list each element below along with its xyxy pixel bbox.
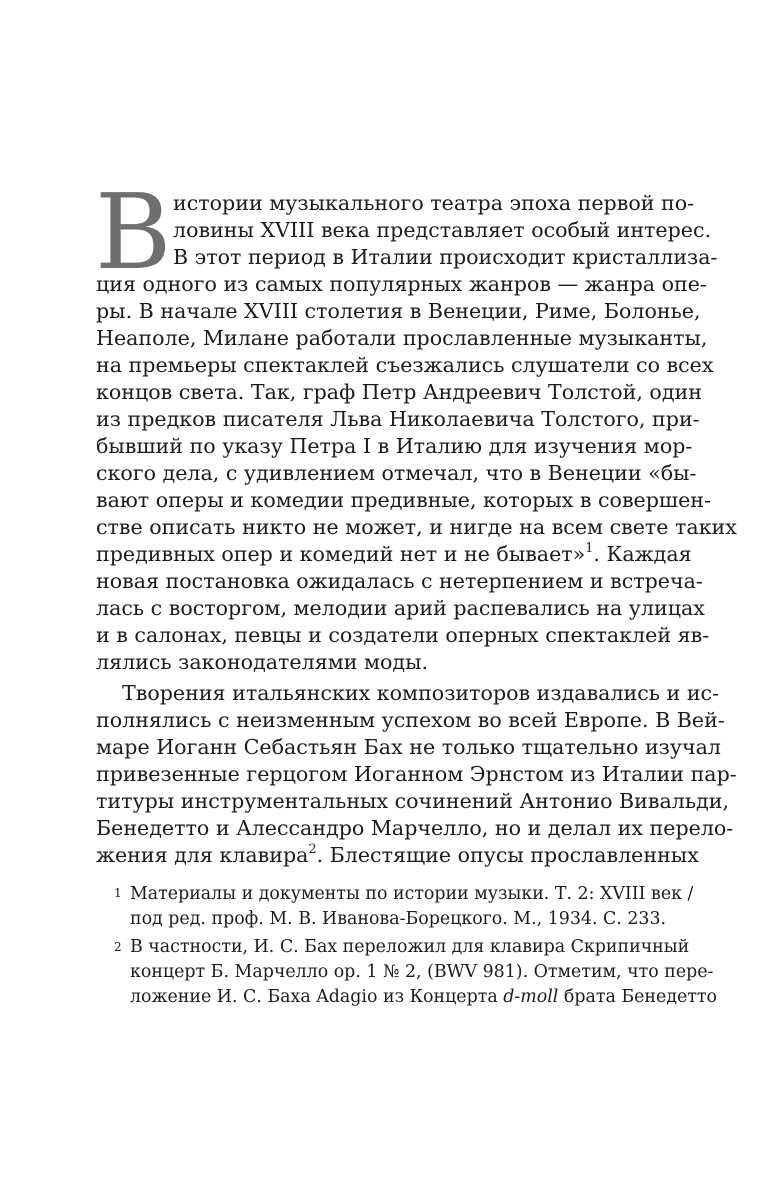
- text-line: вают оперы и комедии предивные, которых в совершен-: [96, 488, 711, 512]
- text-line: В этот период в Италии происходит кристаллиза-: [173, 245, 718, 269]
- footnote-line: Материалы и документы по истории музыки. Т. 2: XVIII век /: [130, 884, 694, 904]
- text-line: маре Иоганн Себастьян Бах не только тщательно изучал: [96, 735, 722, 759]
- text-line: бывший по указу Петра I в Италию для изучения мор-: [96, 434, 693, 458]
- text-line-segment: жения для клавира: [96, 843, 309, 867]
- footnote-segment: брата Бенедетто: [563, 987, 718, 1007]
- text-line: из предков писателя Льва Николаевича Толстого, при-: [96, 407, 700, 431]
- text-line: Бенедетто и Алессандро Марчелло, но и делал их перело-: [96, 816, 734, 840]
- footnote-key-italic: d-moll: [503, 987, 559, 1007]
- text-line: привезенные герцогом Иоганном Эрнстом из Италии пар-: [96, 762, 737, 786]
- text-line: ского дела, с удивлением отмечал, что в Венеции «бы-: [96, 461, 697, 485]
- footnote-line: концерт Б. Марчелло ор. 1 № 2, (BWV 981). Отметим, что пере-: [130, 962, 714, 982]
- text-line: и в салонах, певцы и создатели оперных спектаклей яв-: [96, 623, 710, 647]
- text-line: истории музыкального театра эпоха первой по-: [173, 191, 695, 215]
- text-line-segment: предивных опер и комедий нет и не бывает»: [96, 542, 586, 566]
- text-line-segment: . Каждая: [593, 542, 692, 566]
- text-line: ры. В начале XVIII столетия в Венеции, Риме, Болонье,: [96, 299, 701, 323]
- footnote-line-with-italic: [130, 985, 718, 1010]
- text-line: концов света. Так, граф Петр Андреевич Толстой, один: [96, 380, 702, 404]
- text-line-segment: Блестящие опусы прославленных: [329, 843, 699, 867]
- text-line: лялись законодателями моды.: [96, 650, 429, 674]
- footnote-number: 2: [114, 940, 122, 954]
- text-line-segment: .: [316, 843, 324, 867]
- text-line: Творения итальянских композиторов издавались и ис-: [122, 681, 720, 705]
- text-line: стве описать никто не может, и нигде на всем свете таких: [96, 515, 737, 539]
- footnote-segment: ложение И. С. Баха Adagio из Концерта: [130, 987, 498, 1007]
- text-line: лась с восторгом, мелодии арий распевались на улицах: [96, 596, 705, 620]
- footnote-reference[interactable]: 2: [308, 841, 317, 857]
- text-line: Неаполе, Милане работали прославленные музыканты,: [96, 326, 708, 350]
- footnote-line: В частности, И. С. Бах переложил для клавира Скрипичный: [130, 937, 690, 957]
- footnote-number: 1: [114, 886, 122, 900]
- text-line: титуры инструментальных сочинений Антонио Вивальди,: [96, 789, 729, 813]
- text-line-with-footnote: [96, 540, 692, 568]
- footnote-line: под ред. проф. М. В. Иванова-Борецкого. М., 1934. С. 233.: [130, 909, 667, 929]
- drop-cap: В: [95, 171, 172, 293]
- text-line: на премьеры спектаклей съезжались слушатели со всех: [96, 353, 714, 377]
- text-line: новая постановка ожидалась с нетерпением и встреча-: [96, 569, 703, 593]
- text-line: полнялись с неизменным успехом во всей Европе. В Вей-: [96, 708, 725, 732]
- text-line: ловины XVIII века представляет особый интерес.: [173, 218, 712, 242]
- text-line: ция одного из самых популярных жанров — жанра опе-: [96, 272, 707, 296]
- text-line-with-footnote: [96, 841, 699, 869]
- footnote-reference[interactable]: 1: [585, 540, 594, 556]
